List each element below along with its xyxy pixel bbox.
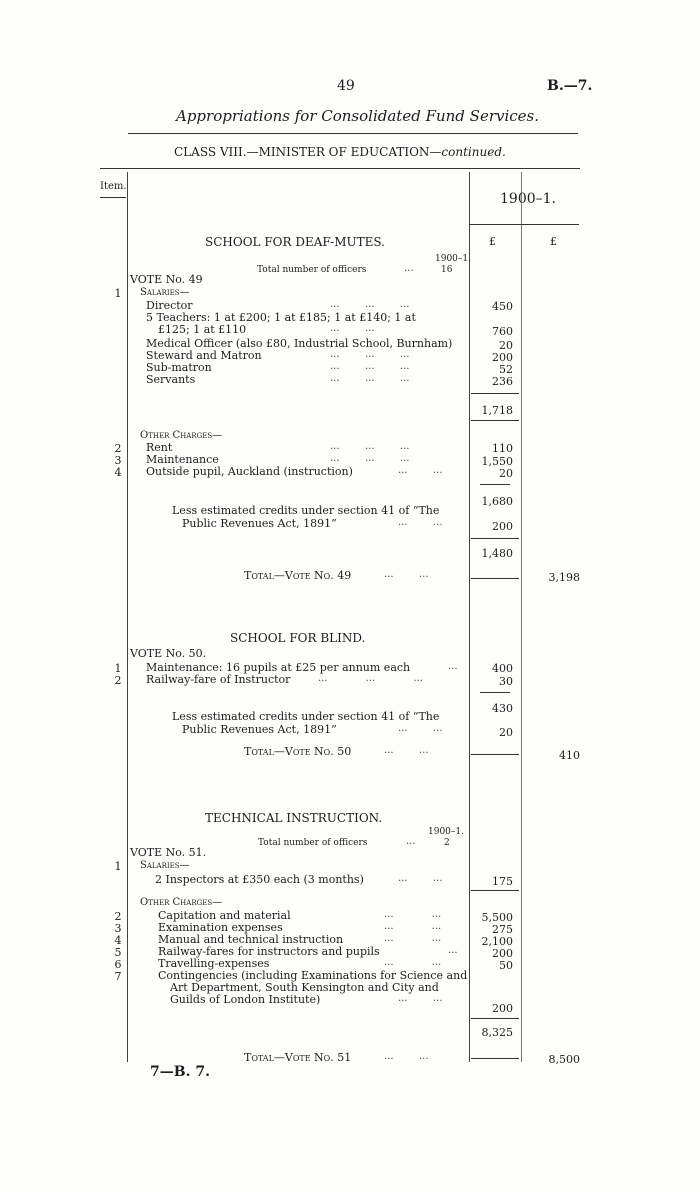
line-item-label: Manual and technical instruction <box>158 933 344 946</box>
credits-label: Less estimated credits under section 41 of “The <box>172 710 440 723</box>
line-item-label-cont: £125; 1 at £110 <box>158 323 247 336</box>
line-item-amount: 2,100 <box>481 935 513 948</box>
line-item-amount: 52 <box>499 363 513 376</box>
line-item-amount: 275 <box>492 923 513 936</box>
credits-label-cont: Public Revenues Act, 1891” <box>182 723 337 736</box>
line-item-label: Maintenance <box>146 453 219 466</box>
rule <box>471 1018 519 1019</box>
line-item-label: Contingencies (including Examinations for Science and <box>158 969 468 982</box>
rule <box>480 484 510 485</box>
line-item-label: Medical Officer (also £80, Industrial School, Burnham) <box>146 337 453 350</box>
vote-total-label: Total—Vote No. 50 <box>244 745 352 758</box>
line-item-label: Capitation and material <box>158 909 291 922</box>
line-item-label: Railway-fares for instructors and pupils <box>158 945 380 958</box>
class-heading: CLASS VIII.—MINISTER OF EDUCATION—continued. <box>174 145 506 159</box>
subtotal-amount: 1,680 <box>481 495 513 508</box>
line-item-amount: 200 <box>492 947 513 960</box>
rule <box>100 197 126 198</box>
section-heading-technical: TECHNICAL INSTRUCTION. <box>205 811 383 825</box>
line-item-label: Maintenance: 16 pupils at £25 per annum each <box>146 661 411 674</box>
line-item-label: Servants <box>146 373 196 386</box>
rule <box>471 393 519 394</box>
vote-number: VOTE No. 50. <box>130 647 207 660</box>
line-item-label: Examination expenses <box>158 921 283 934</box>
line-item-label: 5 Teachers: 1 at £200; 1 at £185; 1 at £140; 1 at <box>146 311 416 324</box>
credits-amount: 200 <box>492 520 513 533</box>
item-column-header: Item. <box>100 181 127 192</box>
line-item-amount: 1,550 <box>481 455 513 468</box>
rule <box>471 420 519 421</box>
vote-total-amount: 8,500 <box>548 1053 580 1066</box>
net-amount: 1,480 <box>481 547 513 560</box>
line-item-label: Sub-matron <box>146 361 212 374</box>
line-item-amount: 175 <box>492 875 513 888</box>
subtotal-amount: 8,325 <box>481 1026 513 1039</box>
line-item-amount: 110 <box>492 442 513 455</box>
line-item-amount: 236 <box>492 375 513 388</box>
line-item-label: Travelling-expenses <box>158 957 270 970</box>
rule <box>480 692 510 693</box>
vote-number: VOTE No. 49 <box>130 273 203 286</box>
officers-label: Total number of officers <box>257 265 367 275</box>
line-item-label: Railway-fare of Instructor <box>146 673 291 686</box>
document-reference: B.—7. <box>547 78 593 94</box>
pound-sign-subtotal: £ <box>489 235 496 248</box>
line-item-label: 2 Inspectors at £350 each (3 months) <box>155 873 364 886</box>
line-item-amount: 5,500 <box>481 911 513 924</box>
page-title: Appropriations for Consolidated Fund Services. <box>176 107 540 125</box>
officers-count: 16 <box>441 265 453 275</box>
line-item-label: Steward and Matron <box>146 349 262 362</box>
line-item-amount: 50 <box>499 959 513 972</box>
officers-year: 1900–1. <box>435 254 471 264</box>
footer-signature: 7—B. 7. <box>150 1064 210 1080</box>
line-item-label-cont: Art Department, South Kensington and City and <box>170 981 439 994</box>
line-item-label: Outside pupil, Auckland (instruction) <box>146 465 353 478</box>
rule <box>471 1058 519 1059</box>
subtotal-amount: 1,718 <box>481 404 513 417</box>
vote-number: VOTE No. 51. <box>130 846 207 859</box>
section-heading-deaf-mutes: SCHOOL FOR DEAF-MUTES. <box>205 235 385 249</box>
salaries-heading: Salaries— <box>140 287 190 298</box>
page-number: 49 <box>337 78 355 94</box>
year-column-header: 1900–1. <box>500 191 556 207</box>
line-item-amount: 200 <box>492 1002 513 1015</box>
credits-amount: 20 <box>499 726 513 739</box>
line-item-amount: 760 <box>492 325 513 338</box>
line-item-amount: 20 <box>499 339 513 352</box>
vote-total-amount: 3,198 <box>548 571 580 584</box>
line-item-amount: 20 <box>499 467 513 480</box>
line-item-amount: 200 <box>492 351 513 364</box>
line-item-label: Rent <box>146 441 173 454</box>
rule <box>471 538 519 539</box>
column-divider <box>521 172 522 1062</box>
pound-sign-total: £ <box>550 235 557 248</box>
officers-year: 1900–1. <box>428 827 464 837</box>
section-heading-blind: SCHOOL FOR BLIND. <box>230 631 366 645</box>
subtotal-amount: 430 <box>492 702 513 715</box>
rule <box>471 578 519 579</box>
vote-total-label: Total—Vote No. 51 <box>244 1051 352 1064</box>
rule <box>471 754 519 755</box>
line-item-label-cont: Guilds of London Institute) <box>170 993 321 1006</box>
line-item-amount: 450 <box>492 300 513 313</box>
other-charges-heading: Other Charges— <box>140 897 223 908</box>
column-divider <box>127 172 128 1062</box>
line-item-amount: 30 <box>499 675 513 688</box>
vote-total-label: Total—Vote No. 49 <box>244 569 352 582</box>
vote-total-amount: 410 <box>559 749 580 762</box>
other-charges-heading: Other Charges— <box>140 430 223 441</box>
rule <box>471 890 519 891</box>
rule <box>469 224 579 225</box>
officers-count: 2 <box>444 838 450 848</box>
credits-label-cont: Public Revenues Act, 1891” <box>182 517 337 530</box>
salaries-heading: Salaries— <box>140 860 190 871</box>
rule <box>100 168 580 169</box>
line-item-label: Director <box>146 299 193 312</box>
line-item-amount: 400 <box>492 662 513 675</box>
rule <box>128 133 578 134</box>
officers-label: Total number of officers <box>258 838 368 848</box>
credits-label: Less estimated credits under section 41 of “The <box>172 504 440 517</box>
